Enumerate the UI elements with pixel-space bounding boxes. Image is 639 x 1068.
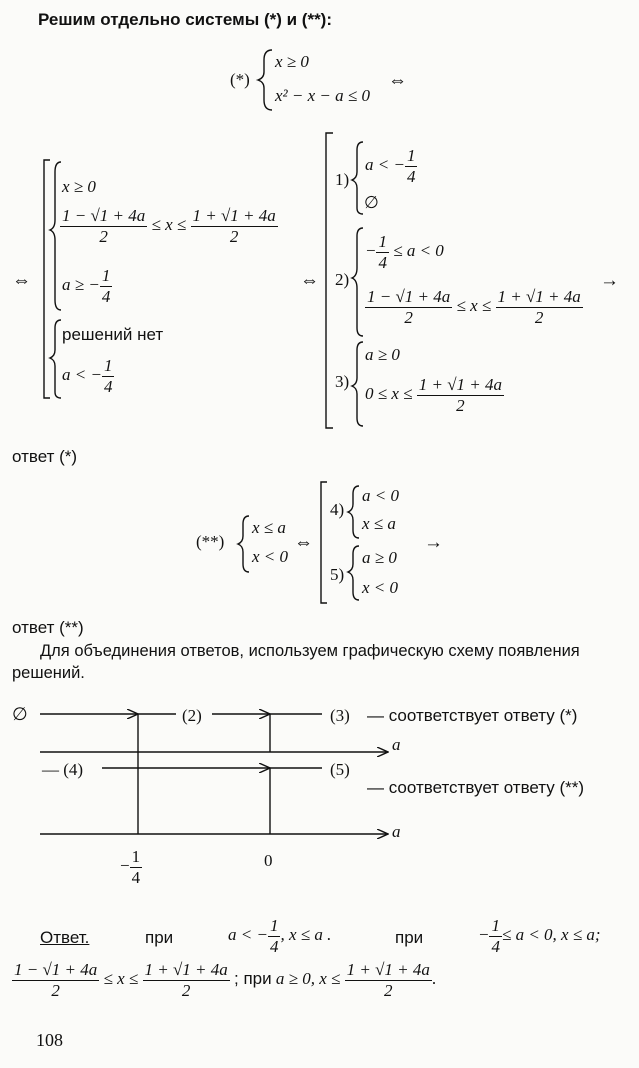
case1-line2: ∅ xyxy=(364,193,379,212)
brace-left-top xyxy=(50,162,61,310)
scheme-label-4: — (4) xyxy=(42,760,84,779)
final-frac-num-3: 1 + √1 + 4a xyxy=(346,960,430,979)
case1-quarter-num: 1 xyxy=(406,146,416,165)
case2-quarter-num: 1 xyxy=(378,232,387,251)
left-equiv: ⇔ xyxy=(12,270,31,291)
case3-frac-num: 1 + √1 + 4a xyxy=(418,375,502,394)
answer2: ответ (**) xyxy=(12,618,84,637)
brace-sys1 xyxy=(258,50,272,110)
case2-label: 2) xyxy=(335,270,350,289)
page-number: 108 xyxy=(36,1030,63,1050)
case2-frac-den-right: 2 xyxy=(534,307,544,327)
scheme-text-1: — соответствует ответу (*) xyxy=(367,706,578,725)
sys2-equiv: ⇔ xyxy=(294,532,313,553)
final-cond2: ≤ a < 0, x ≤ a; xyxy=(501,924,601,944)
bracket-right xyxy=(326,133,333,428)
sys1-line2: x² − x − a ≤ 0 xyxy=(275,86,370,105)
left-line3-text: a ≥ − xyxy=(62,274,100,294)
final-at-3: ; при xyxy=(234,968,272,988)
left-frac-num-right: 1 + √1 + 4a xyxy=(192,206,276,225)
final-quarter-num-2: 1 xyxy=(491,916,500,935)
final-frac-den-right: 2 xyxy=(181,980,191,1000)
bracket-left xyxy=(44,160,50,398)
case1-quarter-den: 4 xyxy=(406,166,416,186)
tick-minus: − xyxy=(120,855,130,875)
final-label: Ответ. xyxy=(40,928,90,947)
empty-set: ∅ xyxy=(12,704,28,724)
left-line1: x ≥ 0 xyxy=(62,177,96,196)
left-quarter-num-2: 1 xyxy=(103,356,113,375)
bracket-sys2 xyxy=(321,482,327,603)
left-frac-den-left: 2 xyxy=(99,226,108,246)
case5-line2: x < 0 xyxy=(362,578,399,597)
right-equiv: ⇔ xyxy=(300,270,319,291)
sys2-line1: x ≤ a xyxy=(252,518,286,537)
final-frac-num-left: 1 − √1 + 4a xyxy=(14,960,98,979)
sys1-label: (*) xyxy=(230,70,250,89)
axis-label-a-1: a xyxy=(392,735,401,754)
case3-label: 3) xyxy=(335,372,350,391)
final-quarter-den-2: 4 xyxy=(491,936,500,956)
scheme-label-2: (2) xyxy=(182,706,202,725)
left-quarter-den: 4 xyxy=(101,286,111,306)
final-quarter-den-1: 4 xyxy=(269,936,279,956)
final-at-2: при xyxy=(395,928,424,947)
final-cond-3: a ≥ 0, x ≤ xyxy=(275,968,341,988)
tick-quarter-num: 1 xyxy=(131,847,141,866)
heading: Решим отдельно системы (*) и (**): xyxy=(38,10,333,29)
final-cond1a: a < − xyxy=(228,924,268,944)
case4-line1: a < 0 xyxy=(362,486,399,505)
case2-mid: ≤ x ≤ xyxy=(456,295,492,315)
case2-frac-num-right: 1 + √1 + 4a xyxy=(497,287,581,306)
tick-quarter-den: 4 xyxy=(131,867,141,887)
brace-sys2 xyxy=(238,516,249,572)
paragraph: Для объединения ответов, используем графическую схему появления решений. xyxy=(12,642,580,682)
left-frac-den-right: 2 xyxy=(229,226,239,246)
case2-line1-text: ≤ a < 0 xyxy=(393,240,444,260)
case4-label: 4) xyxy=(330,500,345,519)
left-frac-num-left: 1 − √1 + 4a xyxy=(62,206,146,225)
sys2-arrow: → xyxy=(424,532,443,553)
final-quarter-num-1: 1 xyxy=(269,916,279,935)
scheme-text-2: — соответствует ответу (**) xyxy=(367,778,585,797)
left-mid: ≤ x ≤ xyxy=(151,214,187,234)
final-frac-den-3: 2 xyxy=(384,980,393,1000)
right-arrow: → xyxy=(600,270,619,291)
case4-line2: x ≤ a xyxy=(362,514,396,533)
brace-case3 xyxy=(352,342,363,426)
final-at-1: при xyxy=(145,928,174,947)
case2-line1: − $\frac{1}{4}$ ≤ a < 0 xyxy=(365,232,444,272)
case3-frac-den: 2 xyxy=(456,395,465,415)
final-end: . xyxy=(431,968,437,988)
case5-label: 5) xyxy=(330,565,345,584)
brace-case4 xyxy=(348,486,359,538)
case1-line1-text: a < − xyxy=(365,154,405,174)
case3-line1: a ≥ 0 xyxy=(365,345,400,364)
sys2-line2: x < 0 xyxy=(252,547,289,566)
tick-zero: 0 xyxy=(264,851,273,870)
answer1: ответ (*) xyxy=(12,447,78,466)
scheme-label-5: (5) xyxy=(330,760,350,779)
scheme-label-3: (3) xyxy=(330,706,350,725)
case2-quarter-den: 4 xyxy=(378,252,387,272)
brace-case5 xyxy=(348,546,359,600)
sys2-label: (**) xyxy=(196,532,225,551)
brace-case2 xyxy=(352,228,363,336)
sys1-line1: x ≥ 0 xyxy=(275,52,309,71)
case1-label: 1) xyxy=(335,170,350,189)
case2-frac-num-left: 1 − √1 + 4a xyxy=(367,287,451,306)
axis-label-a-2: a xyxy=(392,822,401,841)
final-cond1b: , x ≤ a . xyxy=(280,924,332,944)
sys1-equiv: ⇔ xyxy=(388,70,407,91)
final-mid: ≤ x ≤ xyxy=(103,968,139,988)
left-quarter-den-2: 4 xyxy=(103,376,113,396)
final-cond-2: − $\frac{1}{4}$ ≤ a < 0, x ≤ a; xyxy=(478,916,601,956)
case3-line2-text: 0 ≤ x ≤ xyxy=(365,383,413,403)
final-frac-num-right: 1 + √1 + 4a xyxy=(144,960,228,979)
left-line5-text: a < − xyxy=(62,364,102,384)
final-frac-den-left: 2 xyxy=(51,980,60,1000)
case2-frac-den-left: 2 xyxy=(404,307,413,327)
left-no-solutions: решений нет xyxy=(62,325,164,344)
left-quarter-num: 1 xyxy=(101,266,111,285)
case5-line1: a ≥ 0 xyxy=(362,548,397,567)
brace-case1 xyxy=(352,142,363,214)
brace-left-bottom xyxy=(50,320,61,398)
